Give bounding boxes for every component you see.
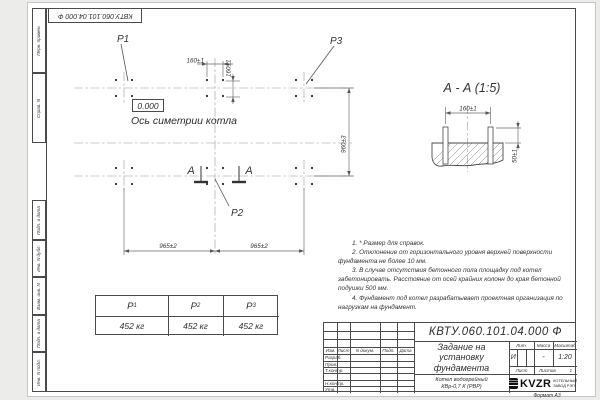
note-4: 4. Фундамент под котел разрабатывает проектная организация по нагрузкам на фундамент. <box>338 294 563 311</box>
sheets-value: 1 <box>569 367 572 373</box>
dim-label-965-right: 965±2 <box>250 243 268 250</box>
format-label: Формат А3 <box>533 392 561 399</box>
kvzr-logo-text: KVZR <box>520 377 552 390</box>
cut-letter-left: А <box>187 165 195 177</box>
boiler-axis-label: Ось симетрии котла <box>131 115 238 127</box>
section-cut-marks <box>194 166 246 182</box>
title-block-doc-number: КВТУ.060.101.04.000 Ф <box>428 326 563 338</box>
dim-label-965-left: 965±2 <box>159 243 177 250</box>
doc-number-stamp-text: КВТУ.060.101.04.000 Ф <box>57 12 133 19</box>
sheets-cell <box>534 366 577 374</box>
sheet-label: Лист <box>515 367 528 373</box>
rev-col-data: Дата <box>399 348 412 353</box>
sign-row-tkontr: Т.контр. <box>325 367 344 373</box>
load-table-header: Р 1 <box>127 300 137 312</box>
sheets-label: Листов <box>539 367 556 373</box>
company-logo-cell <box>509 374 577 393</box>
sign-row-razrab: Разраб. <box>325 355 342 360</box>
technical-notes <box>338 239 573 312</box>
anchor-bolts-section <box>443 127 493 164</box>
section-dim-50: 50±1 <box>511 149 519 163</box>
margin-label: Инв. N дубл. <box>36 245 42 272</box>
plan-label-p2: P2 <box>231 208 244 219</box>
mass-label: Масса <box>536 342 551 348</box>
scale-label: Масштаб <box>554 342 576 348</box>
title-block <box>323 322 576 392</box>
company-line1: КОТЕЛЬНЫЙ <box>553 378 577 383</box>
product-cell <box>414 374 509 393</box>
sign-row-utv: Утв. <box>325 387 336 392</box>
sign-row-prov: Пров. <box>325 361 338 367</box>
drawing-title-cell <box>414 341 509 374</box>
dim-label-960: 960±3 <box>340 135 348 153</box>
note-1: 1. * Размер для справок. <box>352 240 425 247</box>
company-line2: ЗАВОД РЭП <box>553 383 575 388</box>
elevation-value: 0.000 <box>137 100 159 111</box>
centerlines <box>74 58 468 256</box>
load-table-header: Р 2 <box>190 300 201 312</box>
load-value-p1: 452 кг <box>119 321 145 331</box>
margin-label: Перв. примен. <box>36 25 42 56</box>
scale-value: 1:20 <box>558 354 572 361</box>
load-value-p3: 452 кг <box>238 321 264 331</box>
load-value-p2: 452 кг <box>183 321 208 331</box>
plan-label-p1: P1 <box>117 34 130 45</box>
cut-letter-right: А <box>245 165 253 177</box>
kvzr-logo-icon <box>509 378 518 389</box>
note-3: 3. В случае отсутствия бетонного пола площадку под котел забетонировать. Расстояние от осей крайних колонн до края бетонной подушки 500 мм. <box>338 267 561 293</box>
rev-col-list: Лист <box>337 348 350 353</box>
margin-label: Подп. и дата <box>36 319 42 348</box>
product-name: Котел водогрейный КВр-0,7 К (РВР) <box>435 376 488 390</box>
margin-label: Инв. N подл. <box>36 358 42 386</box>
rev-col-podp: Подп. <box>382 348 395 353</box>
elevation-mark <box>132 99 164 112</box>
plan-label-p3: P3 <box>330 36 343 47</box>
section-dim-160: 160±1 <box>459 105 477 113</box>
lit-label: Лит. <box>516 342 527 348</box>
sign-row-nkontr: Н.контр. <box>325 380 345 386</box>
anchor-bolt-dots <box>115 79 313 185</box>
load-table-header: Р 3 <box>246 300 256 312</box>
dim-label-160-horizontal: 160±1 <box>186 57 204 65</box>
section-title: А - А (1:5) <box>443 81 501 95</box>
lit-value: И <box>510 354 516 361</box>
margin-label: Справ. N <box>36 98 42 118</box>
dim-label-160-vertical: 160±1 <box>225 59 233 77</box>
margin-label: Подп. и дата <box>36 205 42 235</box>
rev-col-ndokum: N докум. <box>355 348 375 353</box>
note-2: 2. Отклонение от горизонтального уровня верхней поверхности фундамента не более 10 мм. <box>338 249 553 266</box>
margin-label: Взам. инв. N <box>36 282 42 310</box>
mass-value: - <box>542 354 545 361</box>
drawing-title: Задание на установку фундамента <box>433 341 490 373</box>
load-table <box>95 295 278 335</box>
rev-col-izm: Изм. <box>325 348 336 353</box>
